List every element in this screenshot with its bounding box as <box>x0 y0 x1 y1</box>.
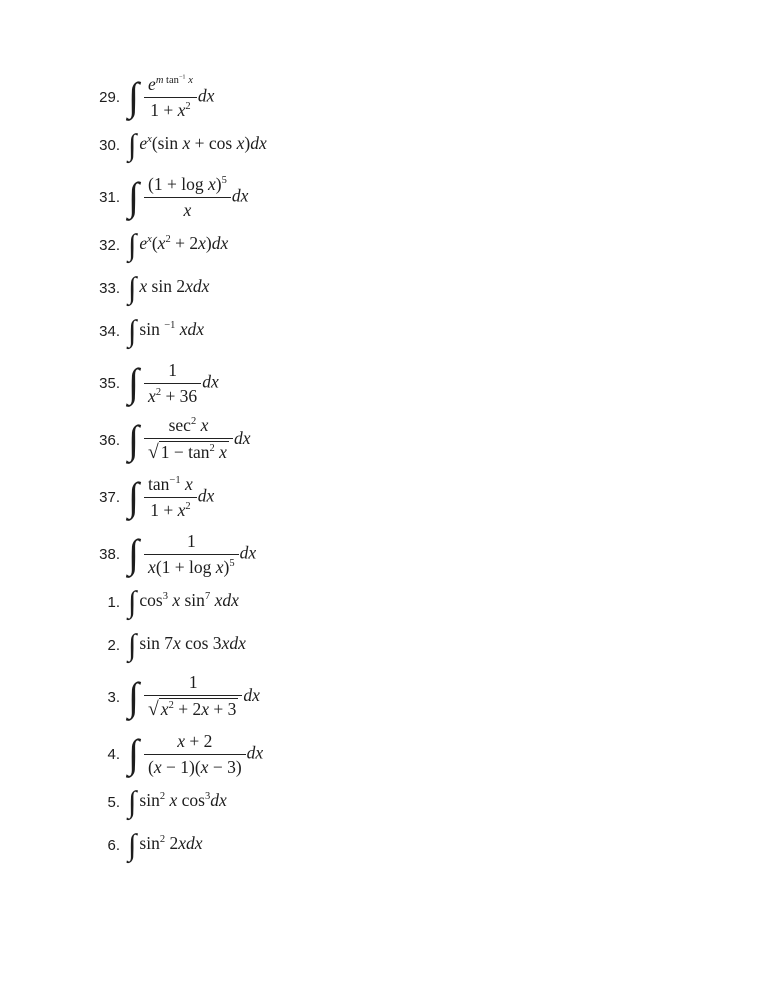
fraction: $\frac{e^{m tan^{-1} x}}{1 + x^2}$ <box>144 74 197 121</box>
problem-number: 33. <box>99 280 120 297</box>
problem-item <box>86 829 735 862</box>
integral-formula: ∫ sin 7x cos 3xdx <box>128 628 246 663</box>
problem-item <box>86 586 735 619</box>
fraction: $\frac{\tan^{-1} x}{1 + x^2}$ <box>144 474 197 521</box>
problem-number: 1. <box>107 594 120 611</box>
integral-icon: ∫ <box>128 128 137 163</box>
problem-number: 35. <box>99 374 120 392</box>
integral-formula: ∫ $\frac{e^{m tan^{-1} x}}{1 + x^2}$ dx <box>128 73 215 120</box>
problem-number: 37. <box>99 488 120 506</box>
problem-number: 6. <box>107 837 120 854</box>
integral-icon: ∫ <box>128 828 137 863</box>
fraction: $\frac{1}{√ x^2 + 2x + 3}$ <box>144 672 242 722</box>
problem-item <box>86 129 735 162</box>
radical-icon: √ <box>148 699 159 721</box>
integral-formula: ∫ $\sin^2 x$ $\cos^3dx$ <box>128 785 227 820</box>
integral-icon: ∫ <box>128 173 140 219</box>
problem-item <box>86 315 735 348</box>
problem-item <box>86 358 735 408</box>
problem-item <box>86 672 735 722</box>
problem-number: 5. <box>107 794 120 811</box>
problem-number: 3. <box>107 688 120 706</box>
problem-number: 34. <box>99 323 120 340</box>
problem-number: 30. <box>99 137 120 154</box>
integral-formula: ∫ $e^x(\sin$ x + cos x)dx <box>128 128 267 163</box>
problem-item <box>86 786 735 819</box>
integral-formula: ∫ $\sin^2 2xdx$ <box>128 828 203 863</box>
integral-icon: ∫ <box>128 473 140 519</box>
problem-number: 2. <box>107 637 120 654</box>
integral-icon: ∫ <box>128 314 137 349</box>
integral-formula: ∫ $\frac{1}{x^2 + 36}$ dx <box>128 359 219 406</box>
problem-number: 38. <box>99 545 120 563</box>
integral-icon: ∫ <box>128 785 137 820</box>
integral-icon: ∫ <box>128 530 140 576</box>
integral-formula: ∫ $e^x(x^2 + 2x)dx$ <box>128 228 229 263</box>
integral-icon: ∫ <box>128 416 140 462</box>
integral-icon: ∫ <box>128 585 137 620</box>
integral-formula: ∫ sin $^{-1}$ xdx <box>128 314 205 349</box>
integral-formula: ∫ $\frac{1}{x(1 + \log x)^5}$ dx <box>128 530 257 577</box>
problem-item <box>86 172 735 222</box>
radical-icon: √ <box>148 442 159 464</box>
integral-formula: ∫ $\cos^3 x$ $\sin^7$ xdx <box>128 585 239 620</box>
integral-formula: ∫ $\frac{x + 2}{(x - 1)(x - 3)}$ dx <box>128 730 264 777</box>
integral-icon: ∫ <box>128 73 140 119</box>
integral-icon: ∫ <box>128 228 137 263</box>
integral-icon: ∫ <box>128 628 137 663</box>
problem-item <box>86 529 735 579</box>
integral-formula: ∫ $\frac{1}{√ x^2 + 2x + 3}$ dx <box>128 672 260 721</box>
problem-item <box>86 415 735 465</box>
integral-formula: ∫ $\frac{\sec^2 x}{√ 1 - \tan^2 x}$ dx <box>128 415 251 464</box>
integral-formula: ∫ x sin 2xdx <box>128 271 210 306</box>
problem-number: 4. <box>107 745 120 763</box>
integral-formula: ∫ $\frac{(1 + \log x)^5}{x}$ dx <box>128 173 249 220</box>
fraction: $\frac{1}{x^2 + 36}$ <box>144 360 201 407</box>
problem-item <box>86 72 735 122</box>
problem-item <box>86 472 735 522</box>
integral-icon: ∫ <box>128 673 140 719</box>
problem-item <box>86 272 735 305</box>
integral-icon: ∫ <box>128 359 140 405</box>
problem-number: 36. <box>99 431 120 449</box>
problem-number: 29. <box>99 88 120 106</box>
problem-item <box>86 729 735 779</box>
fraction: $\frac{(1 + \log x)^5}{x}$ <box>144 174 231 221</box>
problem-number: 32. <box>99 237 120 254</box>
fraction: $\frac{\sec^2 x}{√ 1 - \tan^2 x}$ <box>144 415 233 465</box>
integral-icon: ∫ <box>128 730 140 776</box>
integral-icon: ∫ <box>128 271 137 306</box>
fraction: $\frac{1}{x(1 + \log x)^5}$ <box>144 531 239 578</box>
problem-item <box>86 629 735 662</box>
problem-number: 31. <box>99 188 120 206</box>
problem-list <box>86 72 735 862</box>
fraction: $\frac{x + 2}{(x - 1)(x - 3)}$ <box>144 731 246 778</box>
integral-formula: ∫ $\frac{\tan^{-1} x}{1 + x^2}$ dx <box>128 473 215 520</box>
problem-item <box>86 229 735 262</box>
